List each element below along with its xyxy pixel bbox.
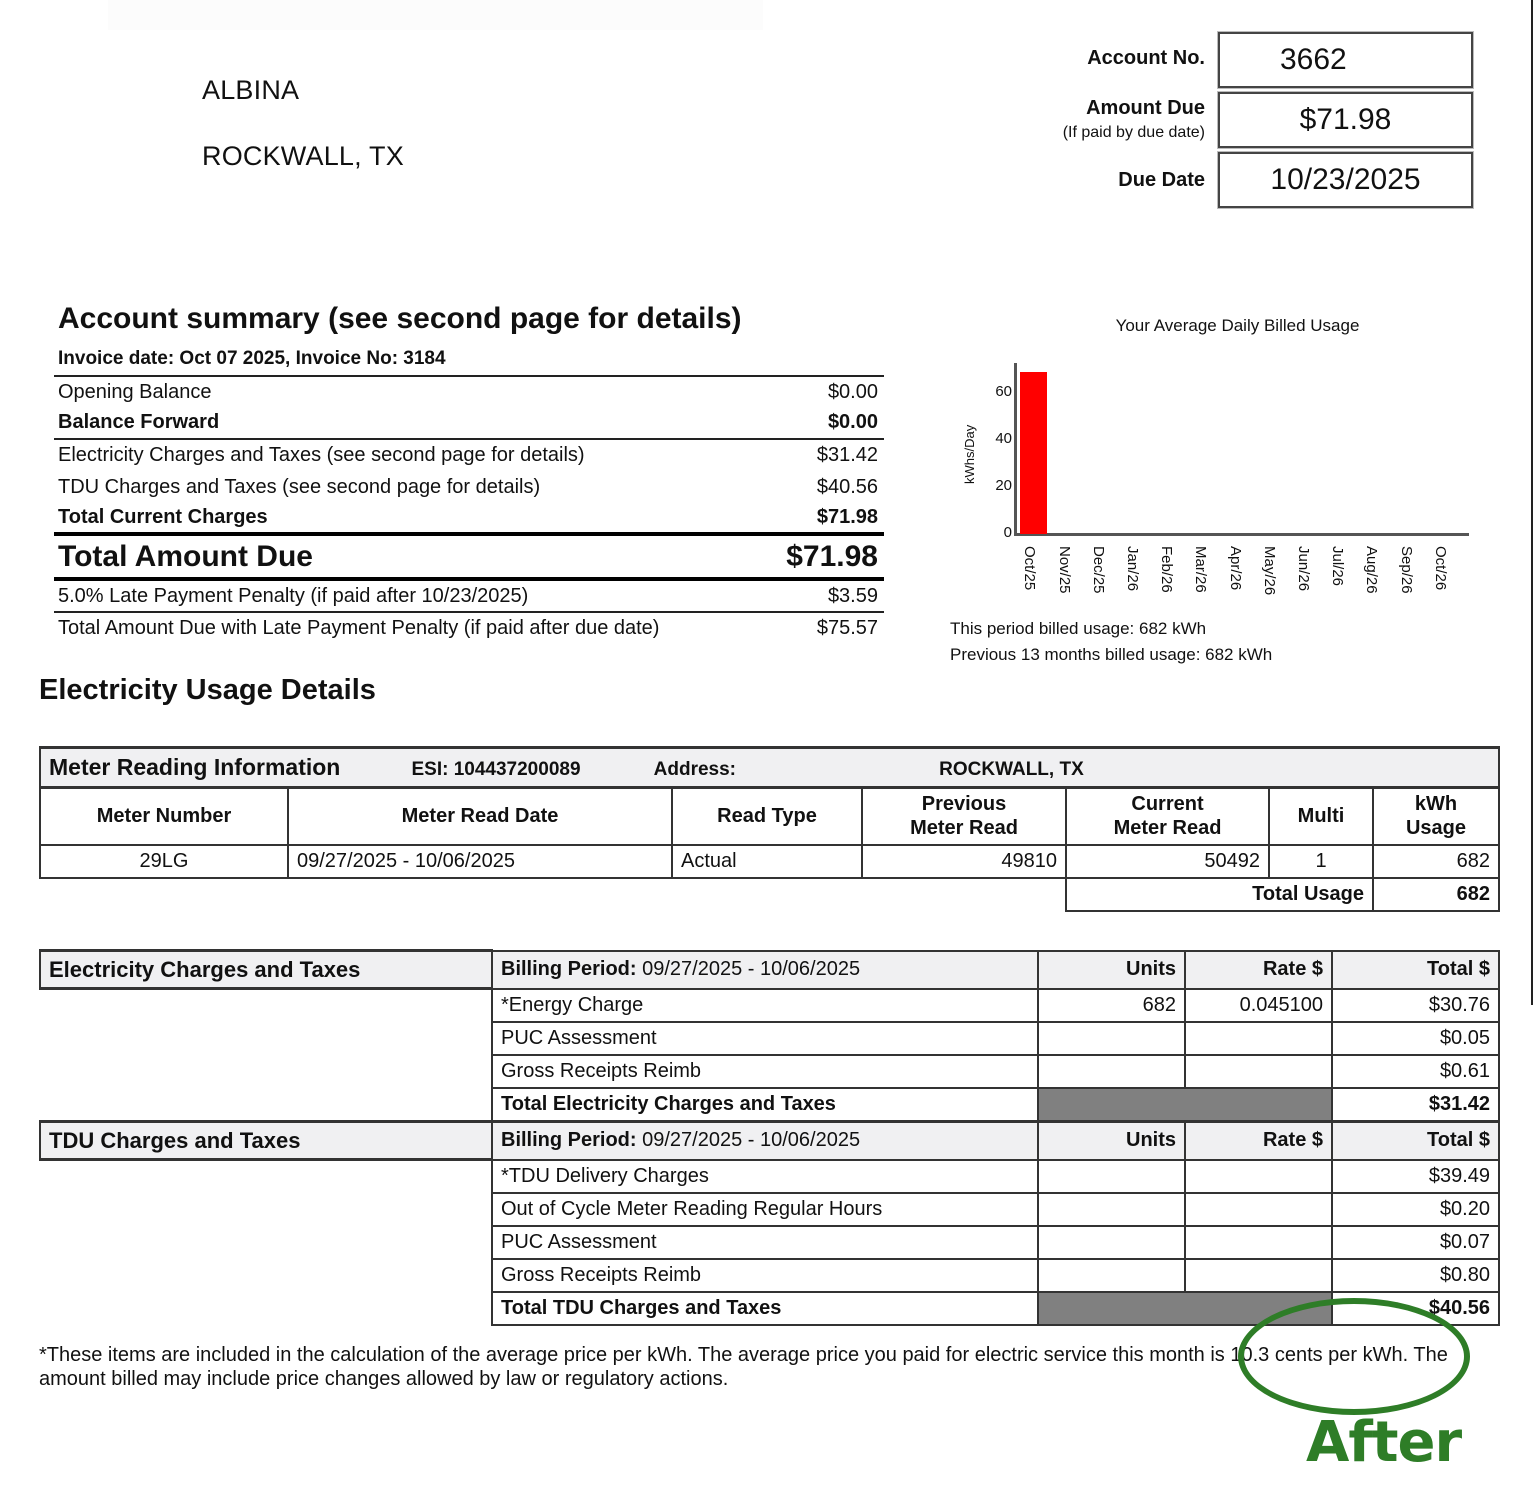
meter-columns-header [40, 788, 1499, 845]
total-usage-label: Total Usage [1066, 878, 1373, 911]
table-row: Gross Receipts Reimb $0.80 [40, 1259, 1499, 1292]
y-tick-60: 60 [995, 383, 1012, 400]
account-no-value: 3662 [1218, 32, 1473, 88]
tdu-header-row: TDU Charges and Taxes Billing Period: 09/27/2025 - 10/06/2025 Units Rate $ Total $ [40, 1122, 1499, 1160]
table-row: Out of Cycle Meter Reading Regular Hours $0.20 [40, 1193, 1499, 1226]
summary-row-late-penalty: 5.0% Late Payment Penalty (if paid after 10/23/2025) $3.59 [54, 577, 884, 611]
x-tick: Mar/26 [1192, 546, 1209, 593]
x-tick: Jun/26 [1295, 546, 1312, 592]
x-tick: Apr/26 [1227, 546, 1244, 591]
summary-row-electricity: Electricity Charges and Taxes (see second page for details) $31.42 [54, 438, 884, 471]
amount-due-sublabel: (If paid by due date) [1062, 124, 1205, 141]
meter-info-header [40, 748, 1499, 788]
table-row: Gross Receipts Reimb $0.61 [40, 1055, 1499, 1088]
tdu-billing-period: Billing Period: 09/27/2025 - 10/06/2025 [492, 1122, 1038, 1160]
x-tick: Oct/26 [1432, 546, 1449, 591]
x-tick: Sep/26 [1398, 546, 1415, 594]
x-tick: May/26 [1261, 546, 1278, 596]
amount-due-value: $71.98 [1218, 92, 1473, 148]
x-tick: Aug/26 [1363, 546, 1380, 594]
col-read-type: Read Type [672, 788, 862, 845]
esi-number: ESI: 104437200089 [411, 759, 581, 780]
col-meter-number: Meter Number [40, 788, 288, 845]
page-edge-line [1531, 0, 1533, 1005]
y-tick-0: 0 [1003, 524, 1012, 541]
summary-row-opening: Opening Balance $0.00 [54, 375, 884, 407]
x-tick: Dec/25 [1090, 546, 1107, 594]
usage-details-title: Electricity Usage Details [39, 674, 376, 706]
electricity-section-title: Electricity Charges and Taxes [40, 951, 492, 989]
summary-row-total-with-penalty: Total Amount Due with Late Payment Penalty (if paid after due date) $75.57 [54, 611, 884, 644]
account-no-label: Account No. [1087, 47, 1205, 69]
amount-due-label: Amount Due [1086, 97, 1205, 119]
bar-oct-25 [1020, 372, 1047, 534]
due-date-label: Due Date [1118, 169, 1205, 191]
col-multi: Multi [1269, 788, 1373, 845]
total-usage-value: 682 [1373, 878, 1499, 911]
col-previous-meter-read: Previous Meter Read [862, 788, 1066, 845]
tdu-total-row: Total TDU Charges and Taxes $40.56 [40, 1292, 1499, 1325]
x-tick: Feb/26 [1158, 546, 1175, 593]
chart-y-label: kWhs/Day [962, 424, 977, 484]
table-row: *TDU Delivery Charges $39.49 [40, 1160, 1499, 1193]
electricity-total-row: Total Electricity Charges and Taxes $31.42 [40, 1088, 1499, 1121]
customer-name: ALBINA [202, 75, 300, 105]
this-period-usage: This period billed usage: 682 kWh [950, 619, 1207, 638]
summary-table [54, 375, 884, 644]
table-row: PUC Assessment $0.05 [40, 1022, 1499, 1055]
x-tick: Oct/25 [1021, 546, 1038, 591]
chart-title: Your Average Daily Billed Usage [1115, 316, 1360, 335]
electricity-header-row: Electricity Charges and Taxes Billing Period: 09/27/2025 - 10/06/2025 Units Rate $ Total $ [40, 951, 1499, 989]
meter-reading-table [39, 746, 1500, 912]
highlight-ellipse [1238, 1298, 1470, 1415]
summary-row-total-current: Total Current Charges $71.98 [58, 506, 878, 528]
meter-info-title: Meter Reading Information [49, 754, 341, 780]
table-row: *Energy Charge 682 0.045100 $30.76 [40, 989, 1499, 1022]
summary-row-balance-forward: Balance Forward $0.00 [58, 411, 878, 433]
header-band [108, 0, 763, 30]
col-current-meter-read: Current Meter Read [1066, 788, 1269, 845]
invoice-line: Invoice date: Oct 07 2025, Invoice No: 3184 [58, 348, 446, 369]
previous-13-months-usage: Previous 13 months billed usage: 682 kWh [950, 645, 1273, 664]
chart-x-axis [1014, 533, 1469, 536]
y-tick-40: 40 [995, 430, 1012, 447]
total-usage-row [40, 878, 1499, 911]
summary-title: Account summary (see second page for details) [58, 302, 742, 335]
address-city: ROCKWALL, TX [939, 759, 1084, 780]
tdu-charges-table [39, 1120, 1500, 1326]
col-meter-read-date: Meter Read Date [288, 788, 672, 845]
table-row: 29LG 09/27/2025 - 10/06/2025 Actual 49810 50492 1 682 [40, 845, 1499, 878]
table-row: PUC Assessment $0.07 [40, 1226, 1499, 1259]
electricity-billing-period: Billing Period: 09/27/2025 - 10/06/2025 [492, 951, 1038, 989]
footnote: *These items are included in the calculation of the average price per kWh. The average price you paid for electric service this month is 10.3 cents per kWh. The amount billed may include price changes allowed by law or regulatory actions. [39, 1344, 1448, 1390]
electricity-charges-table [39, 949, 1500, 1122]
x-tick: Jan/26 [1124, 546, 1141, 592]
x-tick: Nov/25 [1056, 546, 1073, 594]
summary-row-tdu: TDU Charges and Taxes (see second page for details) $40.56 [58, 475, 878, 498]
after-annotation-label: After [1306, 1410, 1462, 1475]
tdu-section-title: TDU Charges and Taxes [40, 1122, 492, 1160]
due-date-value: 10/23/2025 [1218, 152, 1473, 208]
summary-row-total-amount-due: Total Amount Due $71.98 [54, 532, 884, 577]
customer-city: ROCKWALL, TX [202, 141, 404, 171]
chart-y-axis [1014, 363, 1017, 536]
col-kwh-usage: kWh Usage [1373, 788, 1499, 845]
y-tick-20: 20 [995, 477, 1012, 494]
address-label: Address: [653, 759, 737, 780]
x-tick: Jul/26 [1329, 546, 1346, 587]
